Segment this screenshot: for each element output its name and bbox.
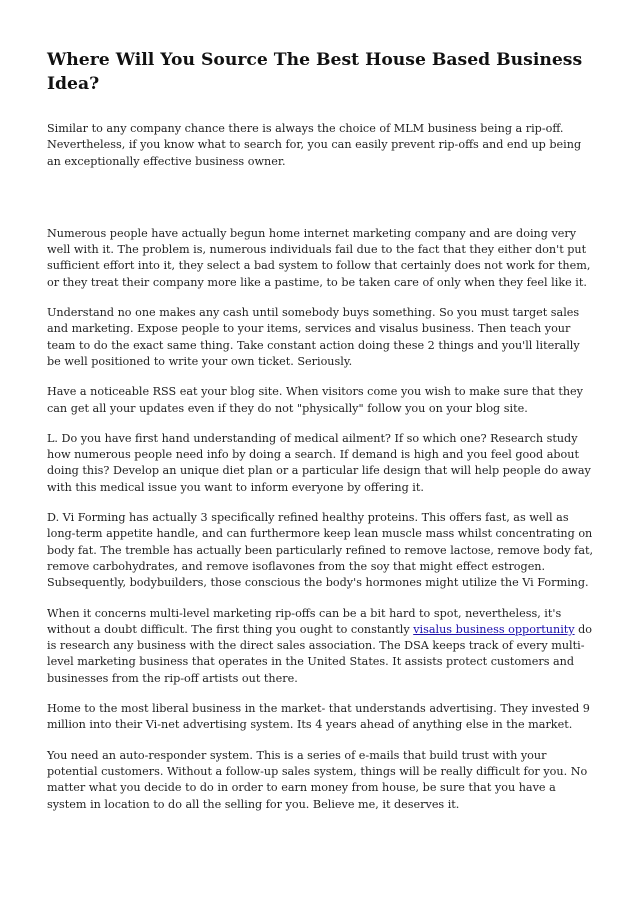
link-paragraph-before: When it concerns multi-level marketing rip-offs can be a bit hard to spot, nevertheless, it's without a doubt difficult. The first thing you ought to constantly: [47, 606, 562, 636]
body-paragraph: Numerous people have actually begun home internet marketing company and are doing very well with it. The problem is, numerous individuals fail due to the fact that they either don't put sufficient effort into it, they select a bad system to follow that certainly does not work for them, or they treat their company more like a pastime, to be taken care of only when they feel like it.: [47, 226, 591, 289]
page-title: Where Will You Source The Best House Based Business Idea?: [47, 50, 583, 94]
body-paragraph: Have a noticeable RSS eat your blog site. When visitors come you wish to make sure that they can get all your updates even if they do not "physically" follow you on your blog site.: [47, 385, 583, 415]
body-paragraph: Home to the most liberal business in the market- that understands advertising. They invested 9 million into their Vi-net advertising system. Its 4 years ahead of anything else in the market.: [47, 702, 590, 732]
body-paragraph: Understand no one makes any cash until somebody buys something. So you must target sales and marketing. Expose people to your items, services and visalus business. Then teach your team to do the exact same thing. Take constant action doing these 2 things and you'll literally be well positioned to write your own ticket. Seriously.: [47, 306, 580, 368]
body-paragraph: D. Vi Forming has actually 3 specifically refined healthy proteins. This offers fast, as well as long-term appetite handle, and can furthermore keep lean muscle mass whilst concentrating on body fat. The tremble has actually been particularly refined to remove lactose, remove body fat, remove carbohydrates, and remove isoflavones from the soy that might effect estrogen. Subsequently, bodybuilders, those conscious the body's hormones might utilize the Vi Forming.: [47, 511, 594, 590]
body-paragraph-with-link: [47, 606, 594, 687]
link-paragraph-after: do is research any business with the direct sales association. The DSA keeps track of every multi-level marketing business that operates in the United States. It assists protect customers and businesses from the rip-off artists out there.: [47, 622, 593, 685]
visalus-opportunity-link[interactable]: visalus business opportunity: [413, 622, 575, 636]
body-paragraph: L. Do you have first hand understanding of medical ailment? If so which one? Research study how numerous people need info by doing a search. If demand is high and you feel good about doing this? Develop an unique diet plan or a particular life design that will help people do away with this medical issue you want to inform everyone by offering it.: [47, 431, 591, 494]
intro-paragraph: Similar to any company chance there is always the choice of MLM business being a rip-off. Nevertheless, if you know what to search for, you can easily prevent rip-offs and end up being an exceptionally effective business owner.: [47, 122, 582, 168]
body-paragraph: You need an auto-responder system. This is a series of e-mails that build trust with your potential customers. Without a follow-up sales system, things will be really difficult for you. No matter what you decide to do in order to earn money from house, be sure that you have a system in location to do all the selling for you. Believe me, it deserves it.: [47, 748, 588, 811]
